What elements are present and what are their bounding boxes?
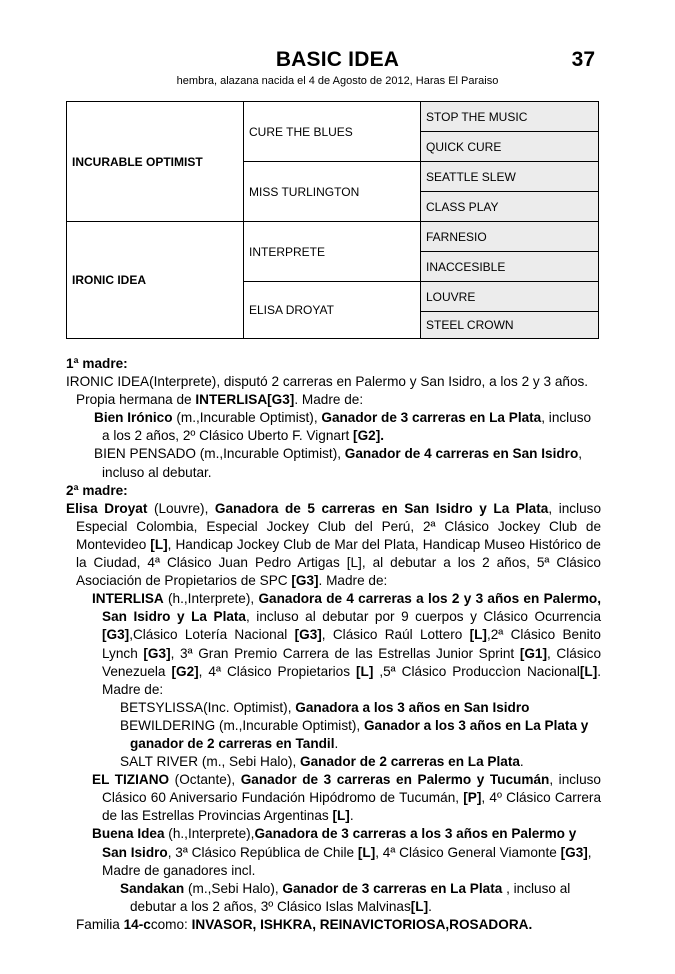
horse-name-title: BASIC IDEA [275,48,400,71]
produce-detail: BIEN PENSADO (m.,Incurable Optimist), [94,446,345,462]
produce-buena-idea [66,825,601,879]
produce-grade: [G3] [560,844,588,860]
pedigree-dam-dam: ELISA DROYAT [244,282,421,339]
produce-detail: . [334,735,339,751]
produce-detail: , Clásico Venezuela [102,645,601,679]
pedigree-dam-sire-dam: INACCESIBLE [421,252,599,282]
produce-interlisa [66,590,601,699]
produce-detail: , 3ª Clásico República de Chile [167,844,358,860]
produce-detail: , incluso al debutar. [102,446,583,480]
produce-detail: (m.,Sebi Halo), [184,880,283,896]
produce-detail: . Madre de: [102,663,601,697]
family-number: 14-c [123,916,151,932]
produce-detail: , Clásico Raúl Lottero [321,627,470,643]
produce-record: Ganadora a los 3 años en San Isidro [295,699,530,715]
family-label: Familia [76,916,124,932]
produce-detail: , 4º Clásico Carrera de las Estrellas Provincias Argentinas [102,790,601,824]
produce-detail: BETSYLISSA(Inc. Optimist), [120,699,296,715]
produce-grade: [L] [469,627,487,643]
pedigree-sire-dam-sire: SEATTLE SLEW [421,162,599,192]
produce-name: EL TIZIANO [92,772,170,788]
pedigree-sire-dam-dam: CLASS PLAY [421,192,599,222]
family-line [66,916,601,934]
produce-detail: SALT RIVER (m., Sebi Halo), [120,754,301,770]
pedigree-dam: IRONIC IDEA [67,222,244,339]
produce-record: Ganador de 2 carreras en La Plata [300,754,520,770]
produce-salt-river [66,753,601,771]
dam-grade: [G3] [291,573,319,589]
produce-record: Ganadora de 4 carreras a los 2 y 3 años en Palermo, San Isidro y La Plata [102,591,601,625]
produce-detail: (h.,Interprete), [163,591,259,607]
first-dam-text-end: . Madre de: [294,392,364,408]
family-label: como: [150,916,192,932]
pedigree-dam-dam-sire: LOUVRE [421,282,599,312]
produce-sandakan [66,880,601,916]
second-dam-heading: 2ª madre: [66,482,128,498]
dam-name: Elisa Droyat [66,500,148,516]
produce-grade: [L] [410,898,429,914]
dam-detail: , incluso Especial Colombia, Especial Jockey Club del Perú, 2ª Clásico Jockey Club de Montevideo [76,500,602,552]
produce-betsylissa [66,699,601,717]
produce-detail: ,2ª Clásico Benito Lynch [102,627,601,661]
produce-record: Ganador a los 3 años en La Plata y ganador de 2 carreras en Tandil [130,717,589,751]
dam-detail: . Madre de: [318,573,388,589]
produce-grade: [G3] [294,627,322,643]
produce-detail: , incluso al debutar por 9 cuerpos y Clásico Ocurrencia [246,609,602,625]
produce-grade: [P] [463,790,482,806]
pedigree-dam-sire: INTERPRETE [244,222,421,282]
produce-record: Ganador de 3 carreras en La Plata [321,410,542,426]
produce-detail: ,Clásico Lotería Nacional [129,627,295,643]
dam-detail: (Louvre), [147,500,215,516]
first-dam-heading: 1ª madre: [66,356,128,371]
produce-grade: [G3] [102,627,130,643]
produce-name: Bien Irónico [94,410,173,426]
dam-detail: , Handicap Jockey Club de Mar del Plata, Handicap Museo Histórico de la Ciudad, 4ª Clásico Juan Pedro Artigas [L], al debutar a los 2 años, 5ª Clásico Asociación de Propietarios de SPC [76,536,601,589]
second-dam-entry [66,500,601,590]
produce-detail: , 3ª Gran Premio Carrera de las Estrellas Junior Sprint [170,645,520,661]
first-dam-text: IRONIC IDEA(Interprete), disputó 2 carreras en Palermo y San Isidro, a los 2 y 3 años. Propia hermana de [66,374,589,408]
produce-bien-ironico [66,409,601,445]
first-dam-entry [66,373,601,409]
produce-name: Buena Idea [92,826,165,842]
pedigree-dam-dam-dam: STEEL CROWN [421,312,599,339]
produce-record: Ganador de 3 carreras en Palermo y Tucumán [240,772,550,788]
produce-detail: , Madre de ganadores incl. [102,844,592,878]
produce-name: Sandakan [120,880,185,896]
pedigree-sire-sire-sire: STOP THE MUSIC [421,102,599,132]
produce-record: Ganador de 3 carreras en La Plata [282,880,503,896]
produce-grade: [L] [332,808,350,824]
produce-detail: , 4ª Clásico General Viamonte [375,844,561,860]
produce-detail: (m.,Incurable Optimist), [172,410,322,426]
produce-grade: [G3] [143,645,171,661]
pedigree-sire: INCURABLE OPTIMIST [67,102,244,222]
produce-detail: , incluso al debutar a los 2 años, 3º Clásico Islas Malvinas [130,880,571,914]
produce-grade: [G1] [519,645,548,661]
produce-detail: . [428,898,432,914]
produce-detail: , incluso Clásico 60 Aniversario Fundación Hipódromo de Tucumán, [102,772,601,806]
pedigree-sire-sire: CURE THE BLUES [244,102,421,162]
pedigree-dam-sire-sire: FARNESIO [421,222,599,252]
produce-detail: . [519,754,524,770]
pedigree-table [66,101,599,339]
produce-detail: . [349,808,354,824]
produce-grade: [G2]. [353,428,385,444]
pedigree-sire-dam: MISS TURLINGTON [244,162,421,222]
produce-grade: [L] [356,663,374,679]
produce-name: INTERLISA [92,591,164,607]
produce-el-tiziano [66,771,601,825]
produce-detail: , 4ª Clásico Propietarios [198,663,357,679]
produce-grade: [G2] [171,663,199,679]
produce-detail: , incluso a los 2 años, 2º Clásico Uberto F. Vignart [102,410,592,444]
produce-bewildering [66,717,601,753]
family-members: INVASOR, ISHKRA, REINAVICTORIOSA,ROSADORA. [191,916,533,932]
produce-bien-pensado [66,445,601,481]
first-dam-sibling: INTERLISA[G3] [195,392,295,408]
produce-grade: [L] [357,844,376,860]
produce-record: Ganadora de 3 carreras a los 3 años en Palermo y San Isidro [102,826,577,860]
page-number: 37 [571,48,595,71]
produce-detail: (Octante), [169,772,241,788]
pedigree-notes [66,355,601,934]
produce-grade: [L] [579,663,598,679]
produce-detail: (h.,Interprete), [164,826,255,842]
produce-detail: BEWILDERING (m.,Incurable Optimist), [120,717,364,733]
produce-detail: ,5ª Clásico Produccìon Nacional [373,663,580,679]
produce-record: Ganador de 4 carreras en San Isidro [344,446,579,462]
birth-info: hembra, alazana nacida el 4 de Agosto de 2012, Haras El Paraiso [176,75,499,87]
dam-grade: [L] [150,536,168,552]
dam-record: Ganadora de 5 carreras en San Isidro y La Plata [214,500,549,516]
pedigree-sire-sire-dam: QUICK CURE [421,132,599,162]
